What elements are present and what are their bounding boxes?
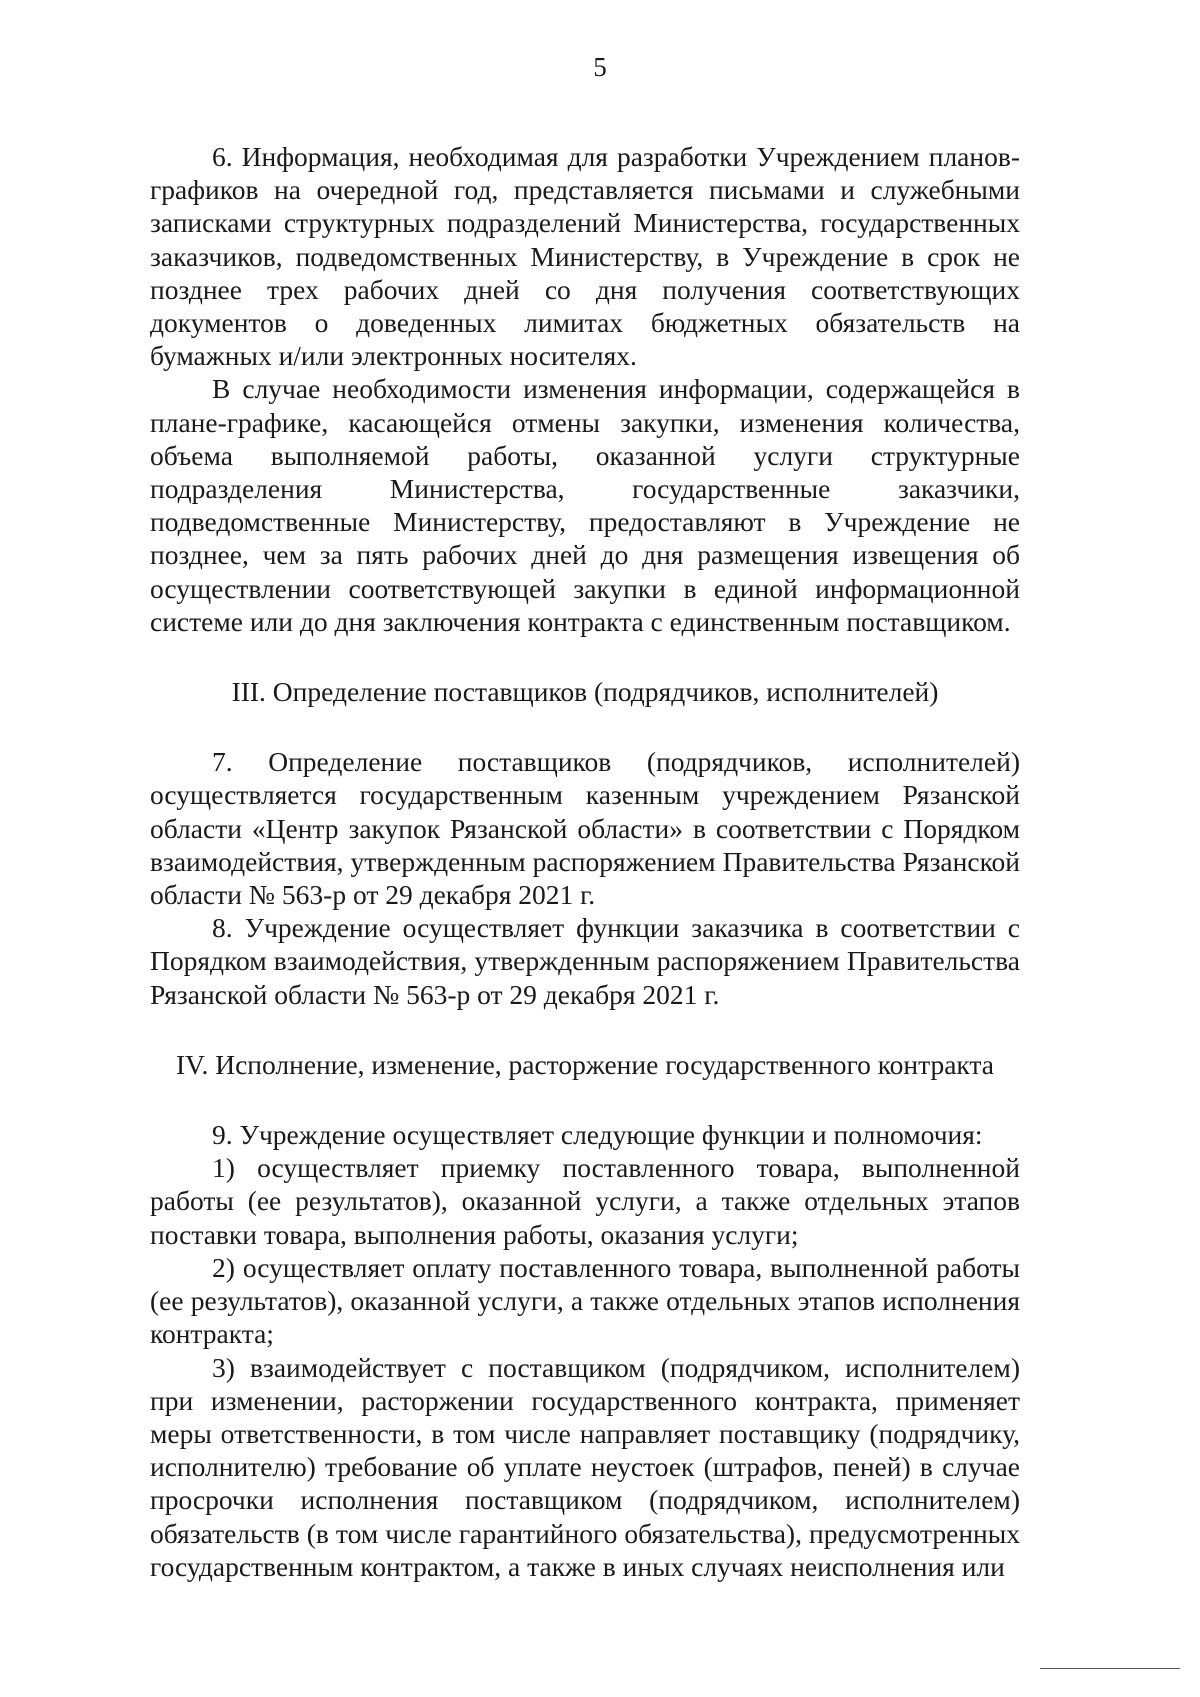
section-3-heading: III. Определение поставщиков (подрядчиков, исполнителей) xyxy=(231,676,939,708)
paragraph-7: 7. Определение поставщиков (подрядчиков, исполнителей) осуществляется государственным казенным учреждением Рязанской области «Центр закупок Рязанской области» в соответствии с Порядком взаимодействия, утвержденным распоряжением Правительства Рязанской области № 563-р от 29 декабря 2021 г. xyxy=(150,746,1020,911)
paragraph-6-continued: В случае необходимости изменения информации, содержащейся в плане-графике, касающейся отмены закупки, изменения количества, объема выполняемой работы, оказанной услуги структурные подразделения Министерства, государственные заказчики, подведомственные Министерству, предоставляют в Учреждение не позднее, чем за пять рабочих дней до дня размещения извещения об осуществлении соответствующей закупки в единой информационной системе или до дня заключения контракта с единственным поставщиком. xyxy=(150,373,1020,637)
section-4-heading: IV. Исполнение, изменение, расторжение государственного контракта xyxy=(175,1048,994,1080)
list-item-2: 2) осуществляет оплату поставленного товара, выполненной работы (ее результатов), оказанной услуги, а также отдельных этапов исполнения контракта; xyxy=(150,1251,1020,1350)
document-body xyxy=(150,140,1020,1583)
paragraph-6: 6. Информация, необходимая для разработки Учреждением планов-графиков на очередной год, представляется письмами и служебными записками структурных подразделений Министерства, государственных заказчиков, подведомственных Министерству, в Учреждение в срок не позднее трех рабочих дней со дня получения соответствующих документов о доведенных лимитах бюджетных обязательств на бумажных и/или электронных носителях. xyxy=(150,141,1020,372)
footer-rule xyxy=(1040,1668,1180,1669)
page-number: 5 xyxy=(593,52,607,82)
list-item-3: 3) взаимодействует с поставщиком (подрядчиком, исполнителем) при изменении, расторжении государственного контракта, применяет меры ответственности, в том числе направляет поставщику (подрядчику, исполнителю) требование об уплате неустоек (штрафов, пеней) в случае просрочки исполнения поставщиком (подрядчиком, исполнителем) обязательств (в том числе гарантийного обязательства), предусмотренных государственным контрактом, а также в иных случаях неисполнения или xyxy=(150,1351,1020,1582)
list-item-1: 1) осуществляет приемку поставленного товара, выполненной работы (ее результатов), оказанной услуги, а также отдельных этапов поставки товара, выполнения работы, оказания услуги; xyxy=(150,1152,1020,1250)
paragraph-8: 8. Учреждение осуществляет функции заказчика в соответствии с Порядком взаимодействия, утвержденным распоряжением Правительства Рязанской области № 563-р от 29 декабря 2021 г. xyxy=(150,912,1020,1010)
paragraph-9: 9. Учреждение осуществляет следующие функции и полномочия: xyxy=(212,1119,983,1151)
